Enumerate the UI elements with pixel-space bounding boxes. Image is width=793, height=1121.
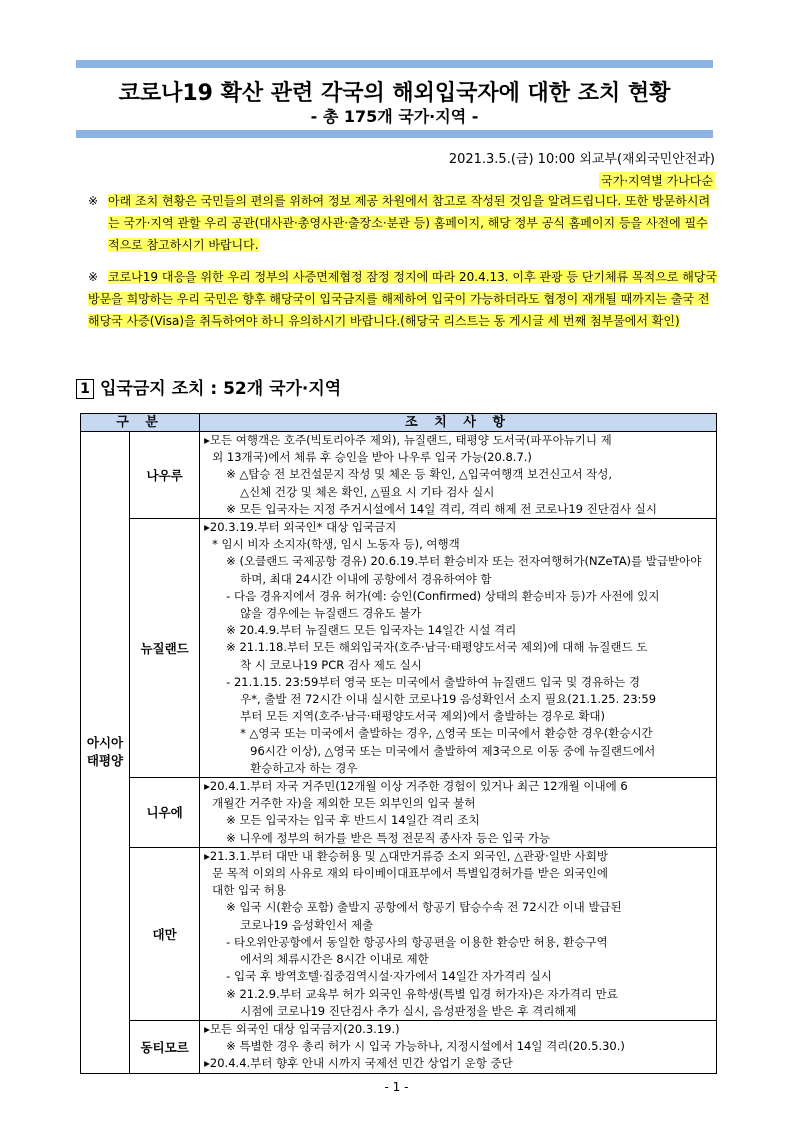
measure-line: ▸21.3.1.부터 대만 내 환승허용 및 △대만거류증 소지 외국인, △관광·일반 사회방 xyxy=(204,848,609,863)
measure-line: 않을 경우에는 뉴질랜드 경유도 불가 xyxy=(240,606,422,621)
measures-cell xyxy=(200,519,717,778)
publish-date: 2021.3.5.(금) 10:00 외교부(재외국민안전과) xyxy=(448,152,715,167)
document-subtitle: - 총 175개 국가·지역 - xyxy=(310,107,479,126)
measure-line: ▸모든 외국인 대상 입국금지(20.3.19.) xyxy=(204,1021,400,1036)
measure-line: - 타오위안공항에서 동일한 항공사의 항공편을 이용한 환승만 허용, 환승구역 xyxy=(226,934,608,949)
page-number: - 1 - xyxy=(384,1080,409,1094)
measure-line: ▸모든 여행객은 호주(빅토리아주 제외), 뉴질랜드, 태평양 도서국(파푸아뉴기니 제 xyxy=(204,433,612,447)
measure-line: 대한 입국 허용 xyxy=(212,883,287,898)
country-cell: 동티모르 xyxy=(130,1020,200,1073)
measures-cell xyxy=(200,778,717,848)
header-category: 구 분 xyxy=(81,414,200,432)
measure-line: * 임시 비자 소지자(학생, 임시 노동자 등), 여행객 xyxy=(212,537,460,552)
measure-line: ▸20.4.1.부터 자국 거주민(12개월 이상 거주한 경험이 있거나 최근 12개월 이내에 6 xyxy=(204,779,628,794)
section-heading xyxy=(76,374,341,399)
measure-line: 환승하고자 하는 경우 xyxy=(250,760,358,775)
measure-line: 하며, 최대 24시간 이내에 공항에서 경유하여야 함 xyxy=(240,571,492,586)
notice-visa-text: 코로나19 대응을 위한 우리 정부의 사증면제협정 잠정 정지에 따라 20.4.13. 이후 관광 등 단기체류 목적으로 해당국 방문을 희망하는 우리 국민은 향후 해당국이 입국금지를 해제하여 입국이 가능하더라도 협정이 재개될 때까지는 출국 전 해당국 사증(Visa)을 취득하여야 하니 유의하시기 바랍니다.(해당국 리스트는 동 게시글 세 번째 첨부물에서 확인) xyxy=(88,270,717,328)
measure-line: △신체 건강 및 체온 확인, △필요 시 기타 검사 실시 xyxy=(240,484,495,499)
measure-line: ※ 21.1.18.부터 모든 해외입국자(호주·남극·태평양도서국 제외)에 대해 뉴질랜드 도 xyxy=(226,640,648,655)
table-row xyxy=(81,778,717,848)
measure-line: ※ 입국 시(환승 포함) 출발지 공항에서 항공기 탑승수속 전 72시간 이내 발급된 xyxy=(226,900,622,915)
measure-line: 문 목적 이외의 사유로 재외 타이베이대표부에서 특별입경허가를 받은 외국인에 xyxy=(212,866,608,881)
measure-line: 시점에 코로나19 진단검사 추가 실시, 음성판정을 받은 후 격리해제 xyxy=(240,1003,577,1018)
country-cell: 뉴질랜드 xyxy=(130,519,200,778)
measure-line: - 다음 경유지에서 경유 허가(예: 승인(Confirmed) 상태의 환승비자 등)가 사전에 있지 xyxy=(226,588,660,603)
table-row xyxy=(81,519,717,778)
notice-mark: ※ xyxy=(88,270,99,284)
title-bottom-bar xyxy=(76,130,713,138)
measure-line: 우*, 출발 전 72시간 이내 실시한 코로나19 음성확인서 소지 필요(21.1.25. 23:59 xyxy=(240,692,657,707)
measures-cell xyxy=(200,1020,717,1073)
measure-line: ※ (오클랜드 국제공항 경유) 20.6.19.부터 환승비자 또는 전자여행허가(NZeTA)를 발급받아야 xyxy=(226,554,702,569)
measures-cell xyxy=(200,432,717,519)
measure-line: 외 13개국)에서 체류 후 승인을 받아 나우루 입국 가능(20.8.7.) xyxy=(212,450,532,465)
header-measures: 조 치 사 항 xyxy=(200,414,717,432)
table-row xyxy=(81,432,717,519)
measure-line: ※ 21.2.9.부터 교육부 허가 외국인 유학생(특별 입경 허가자)은 자가격리 만료 xyxy=(226,986,618,1001)
measure-line: ▸20.4.4.부터 향후 안내 시까지 국제선 민간 상업기 운항 중단 xyxy=(204,1056,513,1071)
measure-line: ※ 니우에 정부의 허가를 받은 특정 전문직 종사자 등은 입국 가능 xyxy=(226,830,551,845)
measure-line: 96시간 이상), △영국 또는 미국에서 출발하여 제3국으로 이동 중에 뉴질랜드에서 xyxy=(250,743,656,758)
measures-cell xyxy=(200,847,717,1020)
measures-table xyxy=(80,413,717,1074)
measure-line: ※ 특별한 경우 총리 허가 시 입국 가능하나, 지정시설에서 14일 격리(20.5.30.) xyxy=(226,1039,625,1054)
notice-mark: ※ xyxy=(88,194,99,208)
measure-line: ※ △탑승 전 보건설문지 작성 및 체온 등 확인, △입국여행객 보건신고서 작성, xyxy=(226,467,613,482)
measure-line: 부터 모든 지역(호주·남극·태평양도서국 제외)에서 출발하는 경우로 확대) xyxy=(240,709,606,724)
country-cell: 니우에 xyxy=(130,778,200,848)
table-row xyxy=(81,1020,717,1073)
measure-line: ▸20.3.19.부터 외국인* 대상 입국금지 xyxy=(204,520,397,535)
measure-line: ※ 모든 입국자는 지정 주거시설에서 14일 격리, 격리 해제 전 코로나19 진단검사 실시 xyxy=(226,501,657,516)
sort-order-note: 국가·지역별 가나다순 xyxy=(601,174,713,188)
document-title: 코로나19 확산 관련 각국의 해외입국자에 대한 조치 현황 xyxy=(118,81,671,106)
notice-reference xyxy=(88,190,718,256)
measure-line: - 21.1.15. 23:59부터 영국 또는 미국에서 출발하여 뉴질랜드 입국 및 경유하는 경 xyxy=(226,674,641,689)
region-cell: 아시아 태평양 xyxy=(81,432,130,1074)
section-number: 1 xyxy=(76,379,94,399)
measure-line: 착 시 코로나19 PCR 검사 제도 실시 xyxy=(240,657,422,672)
country-cell: 나우루 xyxy=(130,432,200,519)
measure-line: 개월간 거주한 자)을 제외한 모든 외부인의 입국 불허 xyxy=(212,796,476,811)
measure-line: 에서의 체류시간은 8시간 이내로 제한 xyxy=(240,952,429,967)
measure-line: ※ 모든 입국자는 입국 후 반드시 14일간 격리 조치 xyxy=(226,813,480,828)
country-cell: 대만 xyxy=(130,847,200,1020)
measure-line: * △영국 또는 미국에서 출발하는 경우, △영국 또는 미국에서 환승한 경우(환승시간 xyxy=(240,726,653,741)
measure-line: ※ 20.4.9.부터 뉴질랜드 모든 입국자는 14일간 시설 격리 xyxy=(226,623,517,638)
table-row xyxy=(81,847,717,1020)
section-title: 입국금지 조치 : 52개 국가·지역 xyxy=(100,379,342,399)
measure-line: - 입국 후 방역호텔·집중검역시설·자가에서 14일간 자가격리 실시 xyxy=(226,969,552,984)
notice-reference-text: 아래 조치 현황은 국민들의 편의를 위하여 정보 제공 차원에서 참고로 작성된 것임을 알려드립니다. 또한 방문하시려는 국가·지역 관할 우리 공관(대사관·총영사관·출장소·분관 등) 홈페이지, 해당 정부 공식 홈페이지 등을 사전에 필수적으로 참고하시기 바랍니다. xyxy=(108,194,711,252)
title-top-bar xyxy=(76,60,713,68)
measure-line: 코로나19 음성확인서 제출 xyxy=(240,917,374,932)
notice-visa xyxy=(88,266,718,332)
